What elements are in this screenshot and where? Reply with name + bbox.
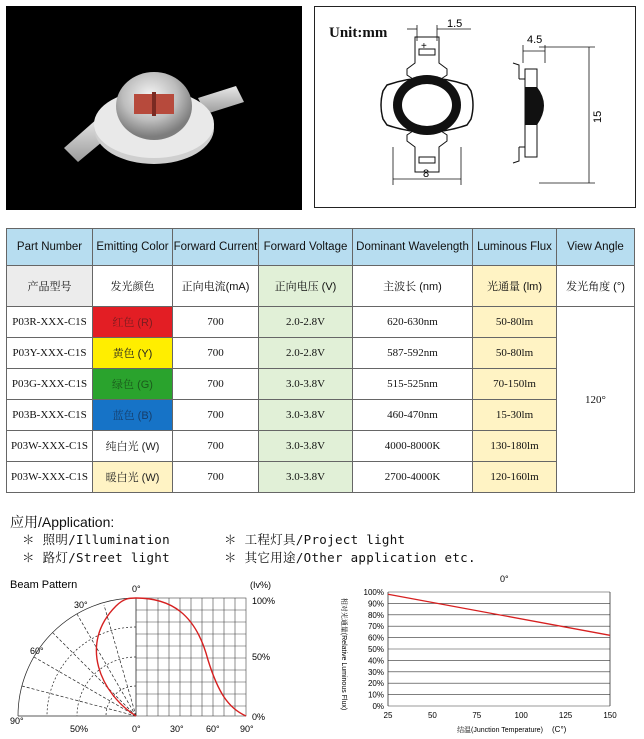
cell-current: 700 [173,338,259,369]
cell-current: 700 [173,462,259,493]
beam-angle-label: 60° [30,646,44,656]
chart-x-tick: 150 [603,711,617,720]
chart-y-tick: 70% [367,622,384,632]
chart-x-tick: 100 [514,711,528,720]
header-part-number: Part Number [7,229,93,266]
beam-x-tick: 60° [206,724,220,734]
header-luminous-flux: Luminous Flux [473,229,557,266]
cell-current: 700 [173,369,259,400]
cell-part: P03W-XXX-C1S [7,431,93,462]
beam-polar-curve [96,598,136,716]
dimension-drawing [314,6,636,208]
beam-x-tick: 90° [240,724,254,734]
header-zh-flux: 光通量 (lm) [473,266,557,307]
cell-wavelength: 515-525nm [353,369,473,400]
chart-y-tick: 40% [367,656,384,666]
application-item: ＊ 其它用途/Other application etc. [224,550,476,565]
application-section [10,512,476,565]
cell-color: 红色 (R) [93,307,173,338]
cell-color: 暖白光 (W) [93,462,173,493]
beam-radial-label: 50% [70,724,89,734]
led-photo-graphic [6,6,302,210]
table-row [7,369,635,400]
flux-temperature-graphic [330,574,636,734]
dim-side-height: 15 [592,110,604,123]
cell-voltage: 2.0-2.8V [259,338,353,369]
table-row [7,400,635,431]
chart-ylabel: 相对光通量(Relative Luminous Flux) [340,597,347,711]
cell-voltage: 2.0-2.8V [259,307,353,338]
cell-wavelength: 4000-8000K [353,431,473,462]
cell-flux: 70-150lm [473,369,557,400]
iv-tick: 0% [252,712,266,722]
header-zh-voltage: 正向电压 (V) [259,266,353,307]
cell-color: 蓝色 (B) [93,400,173,431]
chart-xunit: (C°) [552,725,567,734]
table-row [7,462,635,493]
iv-label: (Iv%) [250,580,271,590]
table-row [7,338,635,369]
cell-voltage: 3.0-3.8V [259,431,353,462]
cell-flux: 130-180lm [473,431,557,462]
application-title: 应用/Application: [10,514,115,530]
cell-flux: 50-80lm [473,338,557,369]
table-row [7,307,635,338]
beam-pattern-chart [6,574,296,734]
chart-y-tick: 90% [367,599,384,609]
cell-flux: 50-80lm [473,307,557,338]
flux-temperature-chart [330,574,636,734]
chart-y-tick: 20% [367,679,384,689]
beam-grid [136,598,246,716]
cell-voltage: 3.0-3.8V [259,369,353,400]
chart-xlabel: 结温(Junction Temperature) [457,727,543,734]
dim-bottom-width: 8 [423,168,430,180]
beam-x-tick: 0° [132,724,141,734]
cell-view-angle: 120° [557,307,635,493]
dim-top-width: 1.5 [447,18,463,30]
cell-part: P03B-XXX-C1S [7,400,93,431]
application-item: ＊ 路灯/Street light [22,550,170,565]
dim-side-width: 4.5 [527,34,543,46]
beam-angle-label: 30° [74,600,88,610]
unit-label: Unit:mm [329,25,388,41]
chart-y-tick: 10% [367,690,384,700]
plus-mark: + [421,41,427,52]
cell-part: P03Y-XXX-C1S [7,338,93,369]
chart-title: 0° [500,574,509,584]
beam-angle-label: 90° [10,716,24,726]
beam-title: Beam Pattern [10,579,78,591]
cell-wavelength: 587-592nm [353,338,473,369]
iv-tick: 50% [252,652,271,662]
cell-color: 黄色 (Y) [93,338,173,369]
header-zh-angle: 发光角度 (°) [557,266,635,307]
table-row [7,431,635,462]
led-body-side [525,87,544,125]
header-zh-color: 发光颜色 [93,266,173,307]
cell-part: P03W-XXX-C1S [7,462,93,493]
header-zh-part: 产品型号 [7,266,93,307]
product-photo [6,6,302,210]
cell-color: 纯白光 (W) [93,431,173,462]
chart-x-tick: 75 [472,711,482,720]
chart-x-tick: 25 [383,711,393,720]
table-header-zh-row [7,266,635,307]
header-dominant-wavelength: Dominant Wavelength [353,229,473,266]
cell-voltage: 3.0-3.8V [259,462,353,493]
chart-x-tick: 125 [558,711,573,720]
cell-wavelength: 460-470nm [353,400,473,431]
cell-flux: 120-160lm [473,462,557,493]
cell-current: 700 [173,307,259,338]
cell-part: P03R-XXX-C1S [7,307,93,338]
cell-color: 绿色 (G) [93,369,173,400]
chart-y-tick: 50% [367,645,384,654]
chart-y-tick: 0% [372,702,384,711]
cell-part: P03G-XXX-C1S [7,369,93,400]
cell-wavelength: 620-630nm [353,307,473,338]
header-zh-wavelength: 主波长 (nm) [353,266,473,307]
dimension-graphic [315,7,635,207]
beam-angle-label: 0° [132,584,141,594]
chart-y-tick: 100% [363,588,384,597]
header-forward-voltage: Forward Voltage [259,229,353,266]
application-item: ＊ 工程灯具/Project light [224,532,406,547]
chart-y-tick: 80% [367,610,384,620]
cell-voltage: 3.0-3.8V [259,400,353,431]
cell-current: 700 [173,400,259,431]
iv-tick: 100% [252,596,276,606]
cell-current: 700 [173,431,259,462]
chart-x-tick: 50 [427,711,437,720]
application-item: ＊ 照明/Illumination [22,532,170,547]
table-header-row [7,229,635,266]
chart-y-tick: 30% [367,667,384,677]
header-zh-current: 正向电流(mA) [173,266,259,307]
header-emitting-color: Emitting Color [93,229,173,266]
spec-table [6,228,635,493]
header-forward-current: Forward Current [173,229,259,266]
beam-x-tick: 30° [170,724,184,734]
cell-wavelength: 2700-4000K [353,462,473,493]
chart-y-tick: 60% [367,633,384,643]
header-view-angle: View Angle [557,229,635,266]
cell-flux: 15-30lm [473,400,557,431]
beam-pattern-graphic [6,574,296,734]
